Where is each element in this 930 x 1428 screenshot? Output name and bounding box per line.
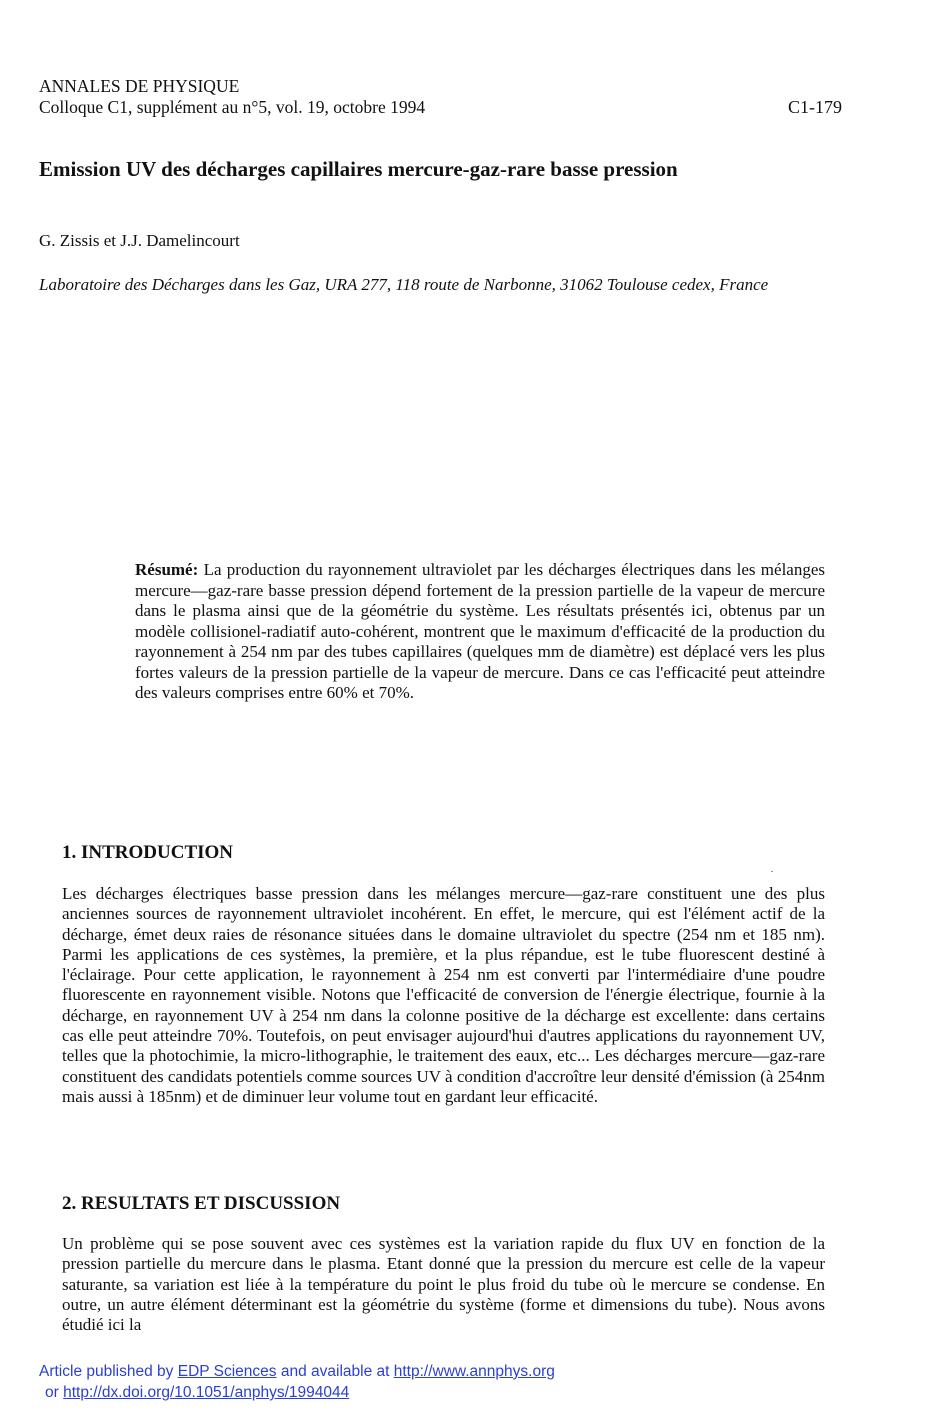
publication-footer — [39, 1361, 555, 1403]
article-title: Emission UV des décharges capillaires mercure-gaz-rare basse pression — [39, 157, 678, 181]
page-number: C1-179 — [788, 97, 842, 117]
abstract-text: La production du rayonnement ultraviolet par les décharges électriques dans les mélanges mercure—gaz-rare basse pression dépend fortement de la pression partielle de la vapeur de mercure dans le plasma ainsi que de la géométrie du système. Les résultats présentés ici, obtenus par un modèle collisionel-radiatif auto-cohérent, montrent que le maximum d'efficacité de la production du rayonnement à 254 nm par des tubes capillaires (quelques mm de diamètre) est déplacé vers les plus fortes valeurs de la pression partielle de la vapeur de mercure. Dans ce cas l'efficacité peut atteindre des valeurs comprises entre 60% et 70%. — [135, 560, 826, 702]
abstract-label: Résumé: — [135, 560, 199, 579]
journal-name: ANNALES DE PHYSIQUE — [39, 76, 240, 96]
footer-line-2 — [39, 1382, 555, 1403]
affiliation: Laboratoire des Décharges dans les Gaz, URA 277, 118 route de Narbonne, 31062 Toulouse cedex, France — [39, 275, 769, 294]
section-heading-introduction: 1. INTRODUCTION — [62, 842, 234, 863]
section-heading-results: 2. RESULTATS ET DISCUSSION — [62, 1193, 341, 1214]
journal-issue: Colloque C1, supplément au n°5, vol. 19, octobre 1994 — [39, 97, 426, 117]
site-link[interactable]: http://www.annphys.org — [393, 1363, 555, 1380]
publisher-link[interactable]: EDP Sciences — [177, 1363, 277, 1380]
doi-link[interactable]: http://dx.doi.org/10.1051/anphys/1994044 — [63, 1384, 350, 1401]
footer-line-1 — [39, 1361, 555, 1382]
footer-middle: and available at — [280, 1363, 390, 1380]
abstract — [135, 560, 825, 704]
section-body-results: Un problème qui se pose souvent avec ces systèmes est la variation rapide du flux UV en fonction de la pression partielle du mercure dans le plasma. Etant donné que la pression du mercure est celle de la vapeur saturante, sa variation est liée à la température du point le plus froid du tube où le mercure se condense. En outre, un autre élément déterminant est la géométrie du système (forme et dimensions du tube). Nous avons étudié ici la — [62, 1234, 825, 1335]
journal-header — [39, 76, 425, 118]
authors: G. Zissis et J.J. Damelincourt — [39, 231, 240, 250]
footer-prefix: Article published by — [39, 1363, 174, 1380]
section-body-introduction: Les décharges électriques basse pression dans les mélanges mercure—gaz-rare constituent une des plus anciennes sources de rayonnement ultraviolet incohérent. En effet, le mercure, qui est l'élément actif de la décharge, émet deux raies de résonance situées dans le domaine ultraviolet du spectre (254 nm et 185 nm). Parmi les applications de ces systèmes, la première, et la plus répandue, est le tube fluorescent destiné à l'éclairage. Pour cette application, le rayonnement à 254 nm est converti par l'intermédiaire d'une poudre fluorescente en rayonnement visible. Notons que l'efficacité de conversion de l'énergie électrique, fournie à la décharge, en rayonnement UV à 254 nm dans la colonne positive de la décharge est excellente: dans certains cas elle peut atteindre 70%. Toutefois, on peut envisager aujourd'hui d'autres applications du rayonnement UV, telles que la photochimie, la micro-lithographie, le traitement des eaux, etc... Les décharges mercure—gaz-rare constituent des candidats potentiels comme sources UV à condition d'accroître leur densité d'émission (à 254nm mais aussi à 185nm) et de diminuer leur volume tout en gardant leur efficacité. — [62, 884, 825, 1106]
footer-or: or — [45, 1384, 59, 1401]
scan-speck — [771, 871, 773, 872]
